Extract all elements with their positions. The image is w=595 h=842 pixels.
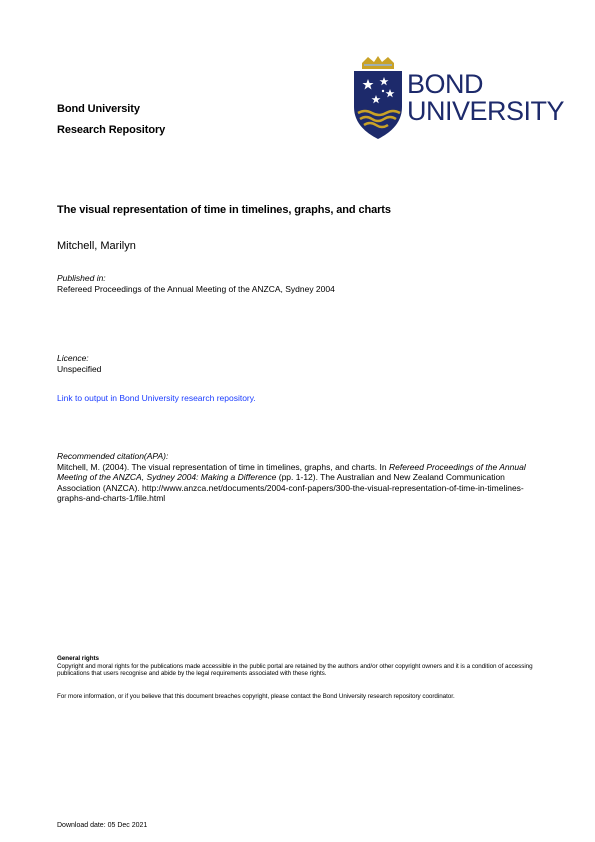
citation-label: Recommended citation(APA):	[57, 451, 169, 461]
logo-word-bond: BOND	[407, 69, 484, 99]
citation-proceedings: Refereed Proceedings of the Annual Meeting of the ANZCA, Sydney 2004: Making a Difference	[57, 461, 526, 483]
citation-part1: Mitchell, M. (2004). The visual representation of time in timelines, graphs, and charts. In	[57, 461, 389, 472]
document-author: Mitchell, Marilyn	[57, 240, 136, 252]
licence-value: Unspecified	[57, 363, 102, 374]
document-title: The visual representation of time in timelines, graphs, and charts	[57, 204, 391, 216]
rights-heading: General rights	[57, 655, 99, 662]
repository-link[interactable]: Link to output in Bond University research repository.	[57, 393, 256, 403]
citation-section	[57, 451, 547, 504]
licence-section	[57, 353, 101, 374]
published-label: Published in:	[57, 273, 106, 283]
crest-icon	[350, 55, 406, 141]
repository-name: Research Repository	[57, 124, 166, 136]
rights-text: Copyright and moral rights for the publications made accessible in the public portal are retained by the authors and/or other copyright owners and it is a condition of accessing publications that users recognise and abide by the legal requirements associated with these rights.	[57, 662, 533, 678]
published-value: Refereed Proceedings of the Annual Meeting of the ANZCA, Sydney 2004	[57, 283, 335, 294]
institution-name: Bond University	[57, 103, 140, 115]
bond-university-logo	[350, 55, 565, 141]
citation-part2: (pp. 1-12). The Australian and New Zealand Communication Association (ANZCA). http://www.anzca.net/documents/2004-conf-papers/300-the-visual-representation-of-time-in-timelines-graphs-and-charts-1/file.html	[57, 472, 524, 504]
contact-text: For more information, or if you believe that this document breaches copyright, please contact the Bond University research repository coordinator.	[57, 693, 455, 700]
logo-word-university: UNIVERSITY	[407, 96, 565, 126]
citation-text	[57, 462, 547, 504]
published-section	[57, 273, 335, 294]
licence-label: Licence:	[57, 353, 89, 363]
download-date: Download date: 05 Dec 2021	[57, 822, 148, 829]
general-rights-section	[57, 655, 547, 678]
